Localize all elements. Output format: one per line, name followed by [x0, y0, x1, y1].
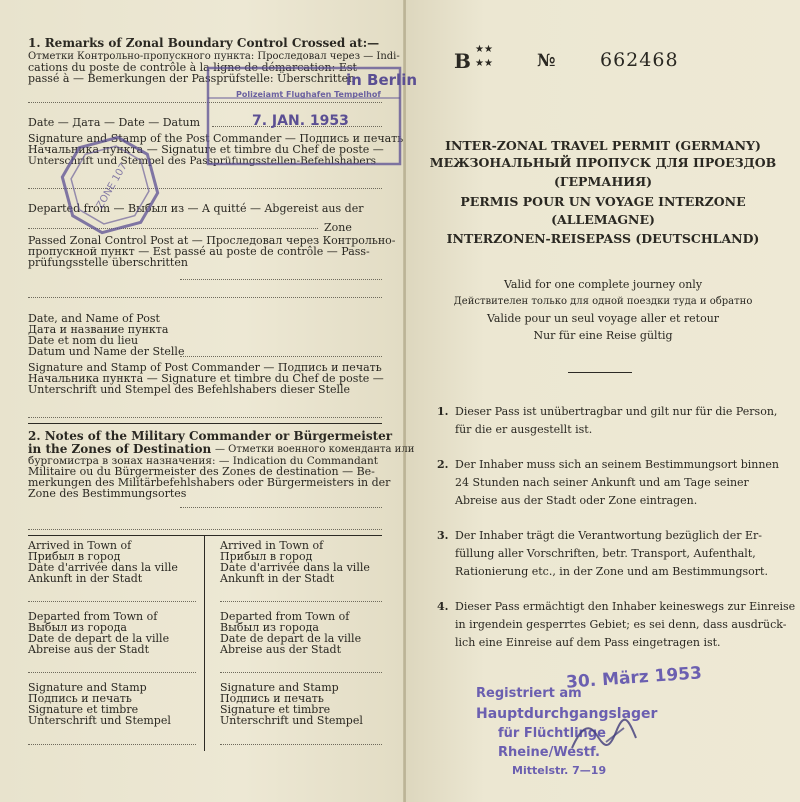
arrived-line: Ankunft in der Stadt — [220, 572, 335, 585]
star-marks-icon: ★★ — [475, 58, 493, 69]
fill-line — [180, 507, 382, 508]
title-english: INTER-ZONAL TRAVEL PERMIT (GERMANY) — [445, 138, 761, 153]
validity-line: Valid for one complete journey only — [503, 278, 703, 291]
sig-stamp-line: Signature and Stamp — [28, 681, 147, 694]
series-letter: B — [454, 49, 471, 73]
validity-line: Nur für eine Reise gültig — [533, 329, 673, 342]
fill-line — [28, 297, 382, 298]
permit-number: 662468 — [600, 49, 679, 71]
departed-town-line: Abreise aus der Stadt — [28, 643, 149, 656]
rule-line: Abreise aus der Stadt oder Zone eintragen. — [455, 494, 698, 507]
grid-divider — [204, 536, 205, 751]
arrived-line: Прибыл в город — [28, 550, 121, 563]
section-divider — [28, 423, 382, 424]
date-name-line: Date et nom du lieu — [28, 334, 139, 347]
rule-line: für die er ausgestellt ist. — [455, 423, 593, 436]
section2-heading-rest: — Отметки военного коменданта или — [215, 444, 415, 455]
fill-line — [28, 601, 196, 602]
registered-stamp-line: Registriert am — [476, 686, 582, 701]
fill-line — [28, 744, 196, 745]
rule-line: in irgendein gesperrtes Gebiet; es sei denn, dass ausdrück- — [455, 618, 787, 631]
post-sig-line: Signature and Stamp of Post Commander — Подпись и печать — [28, 361, 382, 374]
rule-number: 2. — [437, 458, 449, 471]
departed-town-line: Date de depart de la ville — [220, 632, 362, 645]
rule-line: 24 Stunden nach seiner Ankunft und am Tage seiner — [455, 476, 749, 489]
rule-line: Dieser Pass ermächtigt den Inhaber keineswegs zur Einreise — [455, 600, 796, 613]
section1-line: passé à — Bemerkungen der Passprüfstelle: Überschritten — [28, 72, 356, 85]
rule-number: 1. — [437, 405, 449, 418]
stamp-date: 7. JAN. 1953 — [252, 113, 349, 129]
departed-town-line: Departed from Town of — [220, 610, 350, 623]
sig-stamp-line: Signature et timbre — [28, 703, 139, 716]
fill-line — [180, 356, 382, 357]
fill-line — [220, 601, 382, 602]
handwritten-signature — [566, 712, 646, 762]
section2-line: Militaire ou du Bürgermeister des Zones de destination — Be- — [28, 465, 375, 478]
rule-line: Der Inhaber muss sich an seinem Bestimmungsort binnen — [455, 458, 780, 471]
sig-stamp-line: Unterschrift und Stempel — [28, 714, 171, 727]
title-french: PERMIS POUR UN VOYAGE INTERZONE — [460, 194, 746, 209]
number-label: № — [537, 51, 556, 71]
date-name-line: Дата и название пункта — [28, 323, 169, 336]
section1-heading: 1. Remarks of Zonal Boundary Control Crossed at:— — [28, 36, 380, 50]
rule-line: Rationierung etc., in der Zone und am Bestimmungsort. — [455, 565, 768, 578]
departed-town-line: Date de depart de la ville — [28, 632, 170, 645]
departed-town-line: Выбыл из города — [220, 621, 319, 634]
departed-town-line: Abreise aus der Stadt — [220, 643, 341, 656]
fill-line — [220, 744, 382, 745]
stamp-subtitle: Polizeiamt Flughafen Tempelhof — [236, 90, 381, 99]
registered-stamp-line: Hauptdurchgangslager — [476, 706, 658, 722]
post-sig-line: Начальника пункта — Signature et timbre du Chef de poste — — [28, 372, 384, 385]
fill-line — [180, 279, 382, 280]
registered-stamp-line: für Flüchtlinge — [498, 726, 606, 741]
fill-line — [28, 672, 196, 673]
validity-line: Valide pour un seul voyage aller et retour — [486, 312, 720, 325]
sig-stamp-line: Подпись и печать — [28, 692, 132, 705]
date-label: Date — Дата — Date — Datum — [28, 116, 201, 129]
fill-line — [28, 529, 382, 530]
post-sig-line: Unterschrift und Stempel des Befehlshabers dieser Stelle — [28, 383, 351, 396]
fill-line — [28, 417, 382, 418]
rule-line: Der Inhaber trägt die Verantwortung bezüglich der Er- — [455, 529, 762, 542]
fill-line — [220, 672, 382, 673]
section2-heading: 2. Notes of the Military Commander or Bürgermeister — [28, 429, 393, 443]
arrived-line: Arrived in Town of — [28, 539, 132, 552]
title-russian-country: (ГЕРМАНИЯ) — [553, 174, 653, 189]
arrived-line: Date d'arrivée dans la ville — [28, 561, 178, 574]
departed-label: Departed from — Выбыл из — A quitté — Abgereist aus der — [28, 202, 364, 215]
octagon-stamp-text: ZONE 107 — [94, 161, 130, 211]
post-commander-line: Unterschrift und Stempel des Passprüfungsstellen-Befehlshabers — [28, 155, 376, 167]
arrived-line: Date d'arrivée dans la ville — [220, 561, 370, 574]
rule-number: 4. — [437, 600, 449, 613]
star-marks-icon: ★★ — [475, 44, 493, 55]
sig-stamp-line: Unterschrift und Stempel — [220, 714, 363, 727]
passed-line: prüfungsstelle überschritten — [28, 256, 188, 269]
title-russian: МЕЖЗОНАЛЬНЫЙ ПРОПУСК ДЛЯ ПРОЕЗДОВ — [429, 155, 777, 170]
section2-line: бургомистра в зонах назначения: — Indication du Commandant — [28, 455, 378, 467]
section1-line: cations du poste de contrôle à la ligne de démarcation: Est — [28, 61, 357, 74]
sig-stamp-line: Signature and Stamp — [220, 681, 339, 694]
post-commander-line: Signature and Stamp of the Post Commander — Подпись и печать — [28, 132, 404, 145]
zone-label: Zone — [324, 221, 352, 234]
arrived-line: Ankunft in der Stadt — [28, 572, 143, 585]
passed-line: Passed Zonal Control Post at — Проследовал через Контрольно- — [28, 234, 396, 247]
registered-stamp-line: Rheine/Westf. — [498, 745, 600, 760]
sig-stamp-line: Signature et timbre — [220, 703, 331, 716]
validity-line: Действителен только для одной поездки туда и обратно — [453, 296, 753, 307]
departed-town-line: Departed from Town of — [28, 610, 158, 623]
passed-line: пропускной пункт — Est passé au poste de contrôle — Pass- — [28, 245, 370, 258]
section2-line: merkungen des Militärbefehlshabers oder Bürgermeisters in der — [28, 476, 391, 489]
grid-top-border — [28, 535, 382, 536]
rule-number: 3. — [437, 529, 449, 542]
arrived-line: Прибыл в город — [220, 550, 313, 563]
section1-line: Отметки Контрольно-пропускного пункта: Проследовал через — Indi- — [28, 51, 400, 62]
stamp-city: in Berlin — [346, 71, 418, 89]
rule-line: lich eine Einreise auf dem Pass eingetragen ist. — [455, 636, 721, 649]
departed-town-line: Выбыл из города — [28, 621, 127, 634]
section2-line: Zone des Bestimmungsortes — [28, 487, 187, 500]
arrived-line: Arrived in Town of — [220, 539, 324, 552]
short-rule — [568, 372, 632, 373]
date-name-line: Date, and Name of Post — [28, 312, 160, 325]
rule-line: füllung aller Vorschriften, betr. Transport, Aufenthalt, — [455, 547, 756, 560]
registered-stamp-date: 30. März 1953 — [565, 663, 703, 693]
registered-stamp-line: Mittelstr. 7—19 — [512, 764, 607, 777]
sig-stamp-line: Подпись и печать — [220, 692, 324, 705]
date-name-line: Datum und Name der Stelle — [28, 345, 185, 358]
title-french-country: (ALLEMAGNE) — [551, 212, 655, 227]
section2-heading: in the Zones of Destination — [28, 442, 212, 456]
rule-line: Dieser Pass ist unübertragbar und gilt nur für die Person, — [455, 405, 778, 418]
title-german: INTERZONEN-REISEPASS (DEUTSCHLAND) — [446, 231, 760, 246]
post-commander-line: Начальника пункта — Signature et timbre du Chef de poste — — [28, 143, 384, 156]
octagon-stamp — [60, 135, 160, 235]
